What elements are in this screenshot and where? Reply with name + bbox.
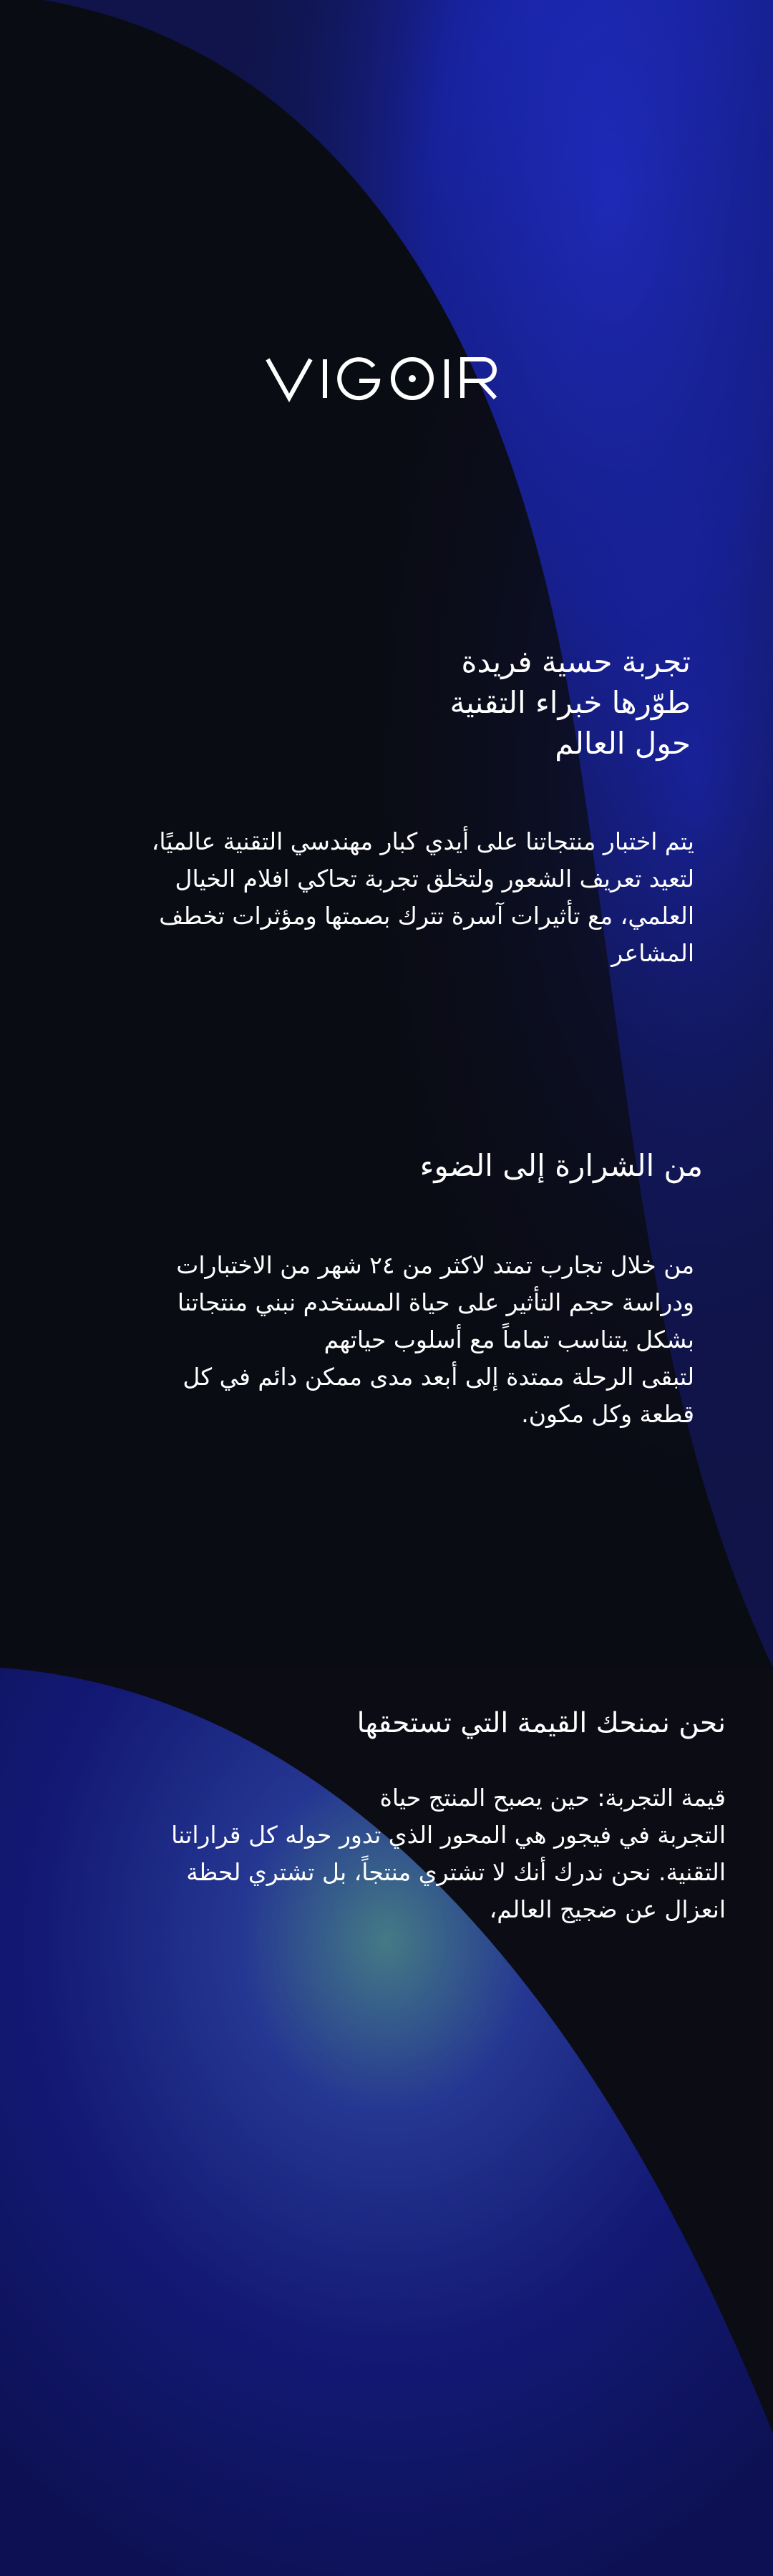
vigoir-logo-icon [265, 349, 508, 407]
section-2-body-line: بشكل يتناسب تماماً مع أسلوب حياتهم [324, 1326, 694, 1353]
section-1-body-line: العلمي، مع تأثيرات آسرة تترك بصمتها ومؤثرات تخطف [159, 902, 694, 930]
section-2-body-line: من خلال تجارب تمتد لاكثر من ٢٤ شهر من الاختبارات [176, 1251, 694, 1279]
section-2-heading-text: من الشرارة إلى الضوء [419, 1148, 703, 1183]
section-3-body [171, 1779, 726, 1928]
section-1-heading-line: حول العالم [555, 726, 691, 761]
section-2-body [176, 1247, 694, 1433]
section-3-body-line: التقنية. نحن ندرك أنك لا تشتري منتجاً، بل تشتري لحظة [186, 1858, 726, 1886]
section-2-body-line: لتبقى الرحلة ممتدة إلى أبعد مدى ممكن دائم في كل [183, 1363, 694, 1391]
section-1-body-line: يتم اختبار منتجاتنا على أيدي كبار مهندسي التقنية عالميًا، [151, 827, 694, 855]
section-1-body [152, 823, 694, 972]
section-1-heading [449, 641, 691, 764]
section-3-heading [357, 1703, 726, 1743]
section-2-body-line: قطعة وكل مكون. [521, 1400, 694, 1428]
brand-logo [0, 349, 773, 407]
section-3-body-line: قيمة التجربة: حين يصبح المنتج حياة [379, 1784, 726, 1812]
section-2-heading [420, 1145, 703, 1186]
section-3-heading-text: نحن نمنحك القيمة التي تستحقها [356, 1707, 726, 1739]
section-3-body-line: التجربة في فيجور هي المحور الذي تدور حوله كل قراراتنا [171, 1821, 726, 1849]
section-1-heading-line: تجربة حسية فريدة [461, 644, 691, 679]
section-1-heading-line: طوّرها خبراء التقنية [449, 685, 691, 720]
section-1-body-line: لتعيد تعريف الشعور ولتخلق تجربة تحاكي افلام الخيال [175, 865, 694, 893]
section-3-body-line: انعزال عن ضجيج العالم، [489, 1895, 726, 1923]
section-1-body-line: المشاعر [611, 939, 694, 967]
section-2-body-line: ودراسة حجم التأثير على حياة المستخدم نبني منتجاتنا [177, 1288, 694, 1316]
